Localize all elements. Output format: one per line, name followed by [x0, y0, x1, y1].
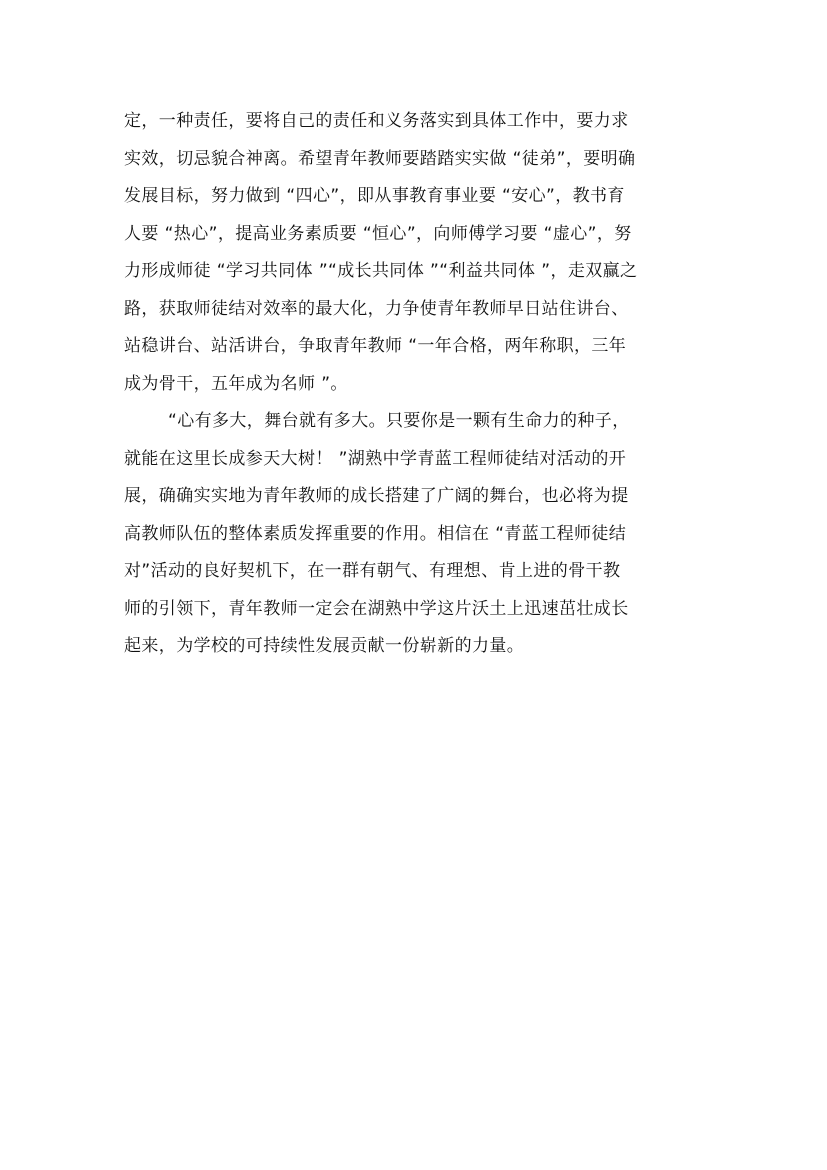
text-line: 高教师队伍的整体素质发挥重要的作用。相信在 “青蓝工程师徒结 — [124, 523, 627, 544]
text-line: 实效，切忌貌合神离。希望青年教师要踏踏实实做 “徒弟”，要明确 — [124, 148, 636, 169]
text-line: 发展目标，努力做到 “四心”，即从事教育事业要 “安心”，教书育 — [124, 186, 625, 206]
body-text — [124, 103, 714, 666]
text-line: 师的引领下，青年教师一定会在湖熟中学这片沃土上迅速茁壮成长 — [124, 598, 629, 619]
text-line: 路，获取师徒结对效率的最大化，力争使青年教师早日站住讲台、 — [124, 298, 629, 319]
text-line: 对”活动的良好契机下，在一群有朝气、有理想、肯上进的骨干教 — [124, 561, 621, 581]
text-line: 人要 “热心”，提高业务素质要 “恒心”，向师傅学习要 “虚心”，努 — [124, 223, 632, 244]
text-line: 定，一种责任，要将自己的责任和义务落实到具体工作中，要力求 — [124, 111, 629, 131]
text-line: 起来，为学校的可持续性发展贡献一份崭新的力量。 — [124, 636, 525, 656]
text-line: 力形成师徒 “学习共同体 ”“成长共同体 ”“利益共同体 ”，走双赢之 — [124, 261, 638, 281]
paragraph-start-line: “心有多大，舞台就有多大。只要你是一颗有生命力的种子， — [168, 411, 630, 431]
text-line: 成为骨干，五年成为名师 ”。 — [124, 373, 348, 394]
text-line: 展，确确实实地为青年教师的成长搭建了广阔的舞台，也必将为提 — [124, 486, 629, 506]
text-line: 就能在这里长成参天大树！ ”湖熟中学青蓝工程师徒结对活动的开 — [124, 448, 627, 469]
text-line: 站稳讲台、站活讲台，争取青年教师 “一年合格，两年称职，三年 — [124, 336, 627, 356]
